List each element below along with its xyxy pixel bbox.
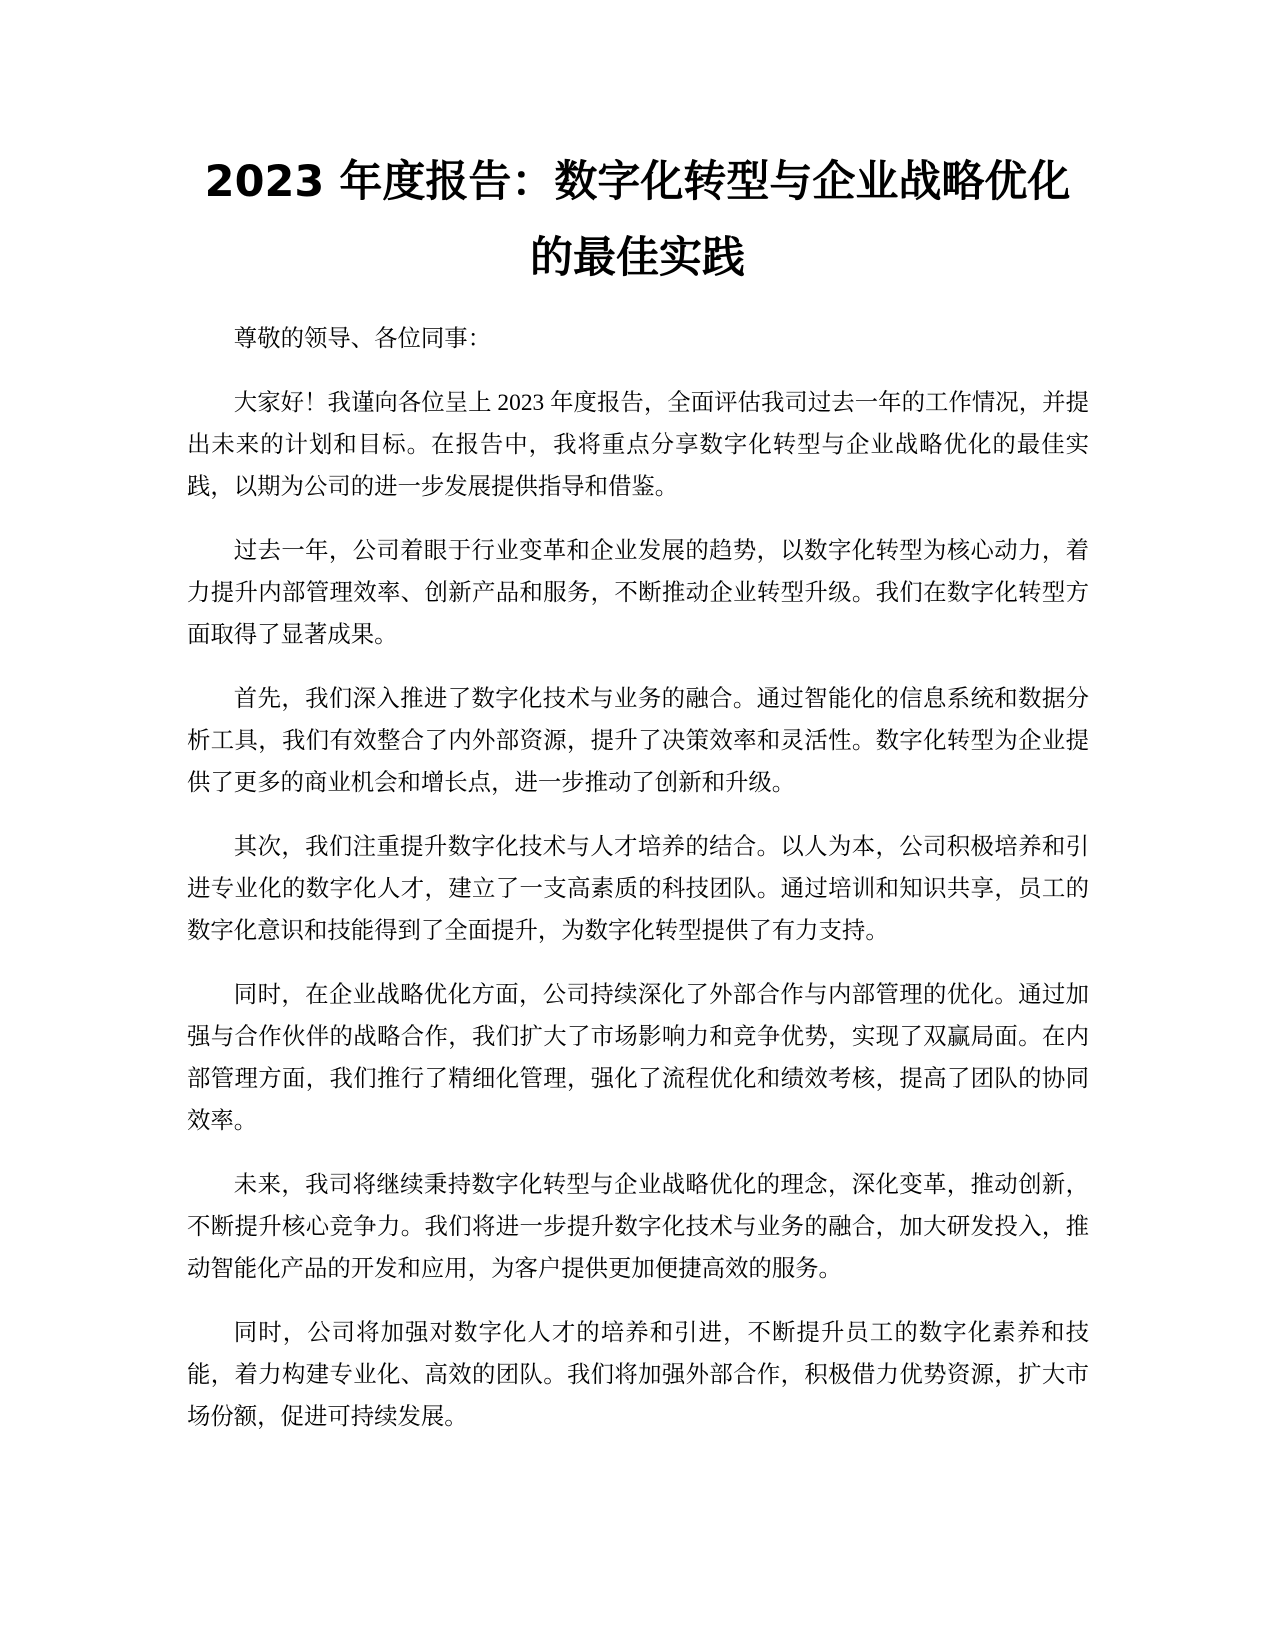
title-line-2: 的最佳实践 [530, 233, 745, 283]
paragraph-talent: 同时，公司将加强对数字化人才的培养和引进，不断提升员工的数字化素养和技能，着力构建专业化、高效的团队。我们将加强外部合作，积极借力优势资源，扩大市场份额，促进可持续发展。 [187, 1320, 1089, 1430]
paragraph-future: 未来，我司将继续秉持数字化转型与企业战略优化的理念，深化变革，推动创新，不断提升核心竞争力。我们将进一步提升数字化技术与业务的融合，加大研发投入，推动智能化产品的开发和应用，为客户提供更加便捷高效的服务。 [187, 1172, 1089, 1282]
salutation: 尊敬的领导、各位同事： [233, 326, 492, 352]
paragraph-intro: 大家好！我谨向各位呈上 2023 年度报告，全面评估我司过去一年的工作情况，并提出未来的计划和目标。在报告中，我将重点分享数字化转型与企业战略优化的最佳实践，以期为公司的进一步发展提供指导和借鉴。 [187, 390, 1089, 500]
paragraph-strategy: 同时，在企业战略优化方面，公司持续深化了外部合作与内部管理的优化。通过加强与合作伙伴的战略合作，我们扩大了市场影响力和竞争优势，实现了双赢局面。在内部管理方面，我们推行了精细化管理，强化了流程优化和绩效考核，提高了团队的协同效率。 [187, 982, 1089, 1134]
paragraph-past-year: 过去一年，公司着眼于行业变革和企业发展的趋势，以数字化转型为核心动力，着力提升内部管理效率、创新产品和服务，不断推动企业转型升级。我们在数字化转型方面取得了显著成果。 [187, 538, 1089, 648]
title-line-1: 2023 年度报告：数字化转型与企业战略优化 [204, 157, 1071, 207]
document-title [150, 144, 1125, 296]
paragraph-second: 其次，我们注重提升数字化技术与人才培养的结合。以人为本，公司积极培养和引进专业化的数字化人才，建立了一支高素质的科技团队。通过培训和知识共享，员工的数字化意识和技能得到了全面提升，为数字化转型提供了有力支持。 [187, 834, 1089, 944]
document-body [187, 318, 1089, 1460]
paragraph-first: 首先，我们深入推进了数字化技术与业务的融合。通过智能化的信息系统和数据分析工具，我们有效整合了内外部资源，提升了决策效率和灵活性。数字化转型为企业提供了更多的商业机会和增长点，进一步推动了创新和升级。 [187, 686, 1089, 796]
